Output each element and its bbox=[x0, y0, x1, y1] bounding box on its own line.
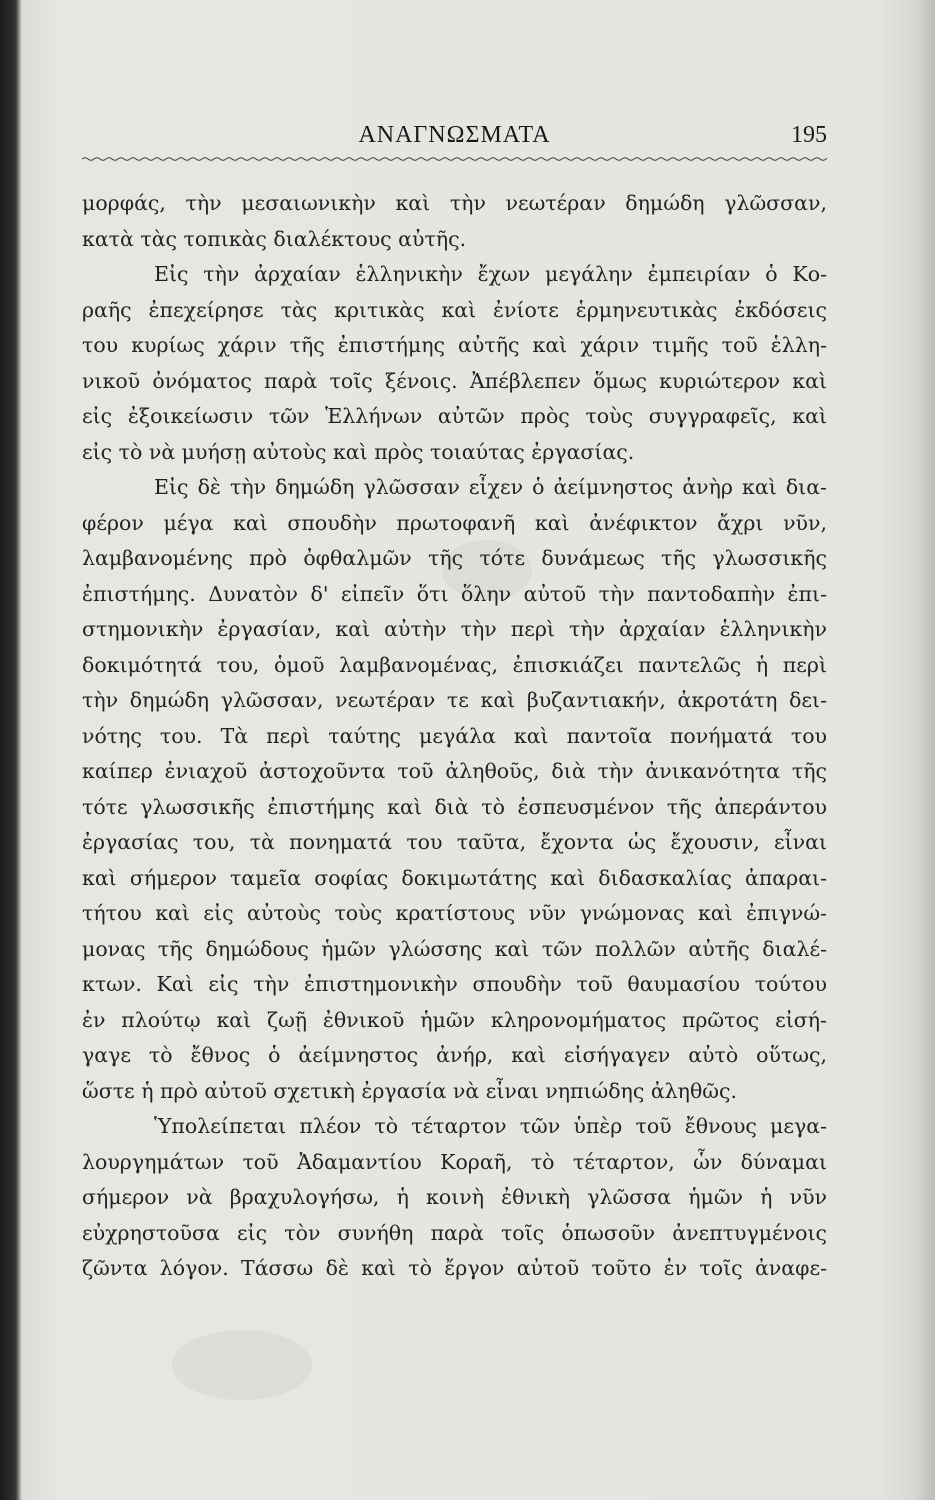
running-header bbox=[82, 120, 827, 156]
text-line: τήτου καὶ εἰς αὐτοὺς τοὺς κρατίστους νῦν γνώμονας καὶ ἐπιγνώ- bbox=[82, 901, 827, 925]
paper-smudge bbox=[172, 1330, 312, 1400]
text-line: δοκιμότητά του, ὁμοῦ λαμβανομένας, ἐπισκιάζει παντελῶς ἡ περὶ bbox=[82, 652, 827, 677]
running-title: ΑΝΑΓΝΩΣΜΑΤΑ bbox=[358, 122, 551, 148]
text-line: καὶ σήμερον ταμεῖα σοφίας δοκιμωτάτης καὶ διδασκαλίας ἀπαραι- bbox=[82, 865, 827, 890]
text-line: νότης του. Τὰ περὶ ταύτης μεγάλα καὶ παντοῖα πονήματά του bbox=[82, 723, 827, 748]
text-line: εὐχρηστοῦσα εἰς τὸν συνήθη παρὰ τοῖς ὁπωσοῦν ἀνεπτυγμένοις bbox=[82, 1220, 827, 1245]
text-line: λουργημάτων τοῦ Ἀδαμαντίου Κοραῆ, τὸ τέταρτον, ὧν δύναμαι bbox=[82, 1149, 827, 1174]
text-line: εἰς τὸ νὰ μυήσῃ αὐτοὺς καὶ πρὸς τοιαύτας ἐργασίας. bbox=[82, 439, 635, 464]
book-page bbox=[22, 0, 935, 1500]
text-line: εἰς ἐξοικείωσιν τῶν Ἑλλήνων αὐτῶν πρὸς τοὺς συγγραφεῖς, καὶ bbox=[82, 404, 827, 428]
text-line: σήμερον νὰ βραχυλογήσω, ἡ κοινὴ ἐθνικὴ γλῶσσα ἡμῶν ἡ νῦν bbox=[82, 1185, 827, 1209]
wavy-header-rule bbox=[82, 156, 827, 162]
text-line: του κυρίως χάριν τῆς ἐπιστήμης αὐτῆς καὶ χάριν τιμῆς τοῦ ἑλλη- bbox=[82, 333, 827, 357]
text-line: νικοῦ ὀνόματος παρὰ τοῖς ξένοις. Ἀπέβλεπεν ὅμως κυριώτερον καὶ bbox=[82, 368, 827, 393]
text-line: στημονικὴν ἐργασίαν, καὶ αὐτὴν τὴν περὶ τὴν ἀρχαίαν ἑλληνικὴν bbox=[82, 617, 827, 641]
text-line: φέρον μέγα καὶ σπουδὴν πρωτοφανῆ καὶ ἀνέφικτον ἄχρι νῦν, bbox=[82, 510, 827, 535]
text-line: κτων. Καὶ εἰς τὴν ἐπιστημονικὴν σπουδὴν τοῦ θαυμασίου τούτου bbox=[82, 972, 827, 996]
text-line: ζῶντα λόγον. Τάσσω δὲ καὶ τὸ ἔργον αὐτοῦ τοῦτο ἐν τοῖς ἀναφε- bbox=[82, 1256, 827, 1280]
text-line: καίπερ ἐνιαχοῦ ἀστοχοῦντα τοῦ ἀληθοῦς, διὰ τὴν ἀνικανότητα τῆς bbox=[82, 759, 827, 783]
text-line: τὴν δημώδη γλῶσσαν, νεωτέραν τε καὶ βυζαντιακήν, ἀκροτάτη δει- bbox=[82, 688, 827, 712]
text-line: γαγε τὸ ἔθνος ὁ ἀείμνηστος ἀνήρ, καὶ εἰσήγαγεν αὐτὸ οὕτως, bbox=[82, 1043, 827, 1067]
text-line: ραῆς ἐπεχείρησε τὰς κριτικὰς καὶ ἐνίοτε ἑρμηνευτικὰς ἐκδόσεις bbox=[82, 297, 827, 322]
text-line: Εἰς δὲ τὴν δημώδη γλῶσσαν εἶχεν ὁ ἀείμνηστος ἀνὴρ καὶ δια- bbox=[154, 475, 827, 499]
text-line: μονας τῆς δημώδους ἡμῶν γλώσσης καὶ τῶν πολλῶν αὐτῆς διαλέ- bbox=[82, 936, 827, 961]
text-line: Εἰς τὴν ἀρχαίαν ἑλληνικὴν ἔχων μεγάλην ἐμπειρίαν ὁ Κο- bbox=[154, 262, 827, 286]
text-line: μορφάς, τὴν μεσαιωνικὴν καὶ τὴν νεωτέραν δημώδη γλῶσσαν, bbox=[82, 191, 827, 215]
body-text bbox=[82, 186, 827, 1287]
text-line: ἐν πλούτῳ καὶ ζωῇ ἐθνικοῦ ἡμῶν κληρονομήματος πρῶτος εἰσή- bbox=[82, 1007, 827, 1032]
text-line: τότε γλωσσικῆς ἐπιστήμης καὶ διὰ τὸ ἐσπευσμένον τῆς ἀπεράντου bbox=[82, 794, 827, 819]
page-number: 195 bbox=[791, 122, 827, 148]
text-line: ὥστε ἡ πρὸ αὐτοῦ σχετικὴ ἐργασία νὰ εἶναι νηπιώδης ἀληθῶς. bbox=[82, 1078, 738, 1103]
text-line: Ὑπολείπεται πλέον τὸ τέταρτον τῶν ὑπὲρ τοῦ ἔθνους μεγα- bbox=[154, 1114, 827, 1138]
text-line: κατὰ τὰς τοπικὰς διαλέκτους αὐτῆς. bbox=[82, 226, 467, 251]
text-line: λαμβανομένης πρὸ ὀφθαλμῶν τῆς τότε δυνάμεως τῆς γλωσσικῆς bbox=[82, 546, 827, 570]
text-line: ἐπιστήμης. Δυνατὸν δ' εἰπεῖν ὅτι ὅλην αὐτοῦ τὴν παντοδαπὴν ἐπι- bbox=[82, 581, 827, 606]
text-line: ἐργασίας του, τὰ πονηματά του ταῦτα, ἔχοντα ὡς ἔχουσιν, εἶναι bbox=[82, 830, 827, 854]
